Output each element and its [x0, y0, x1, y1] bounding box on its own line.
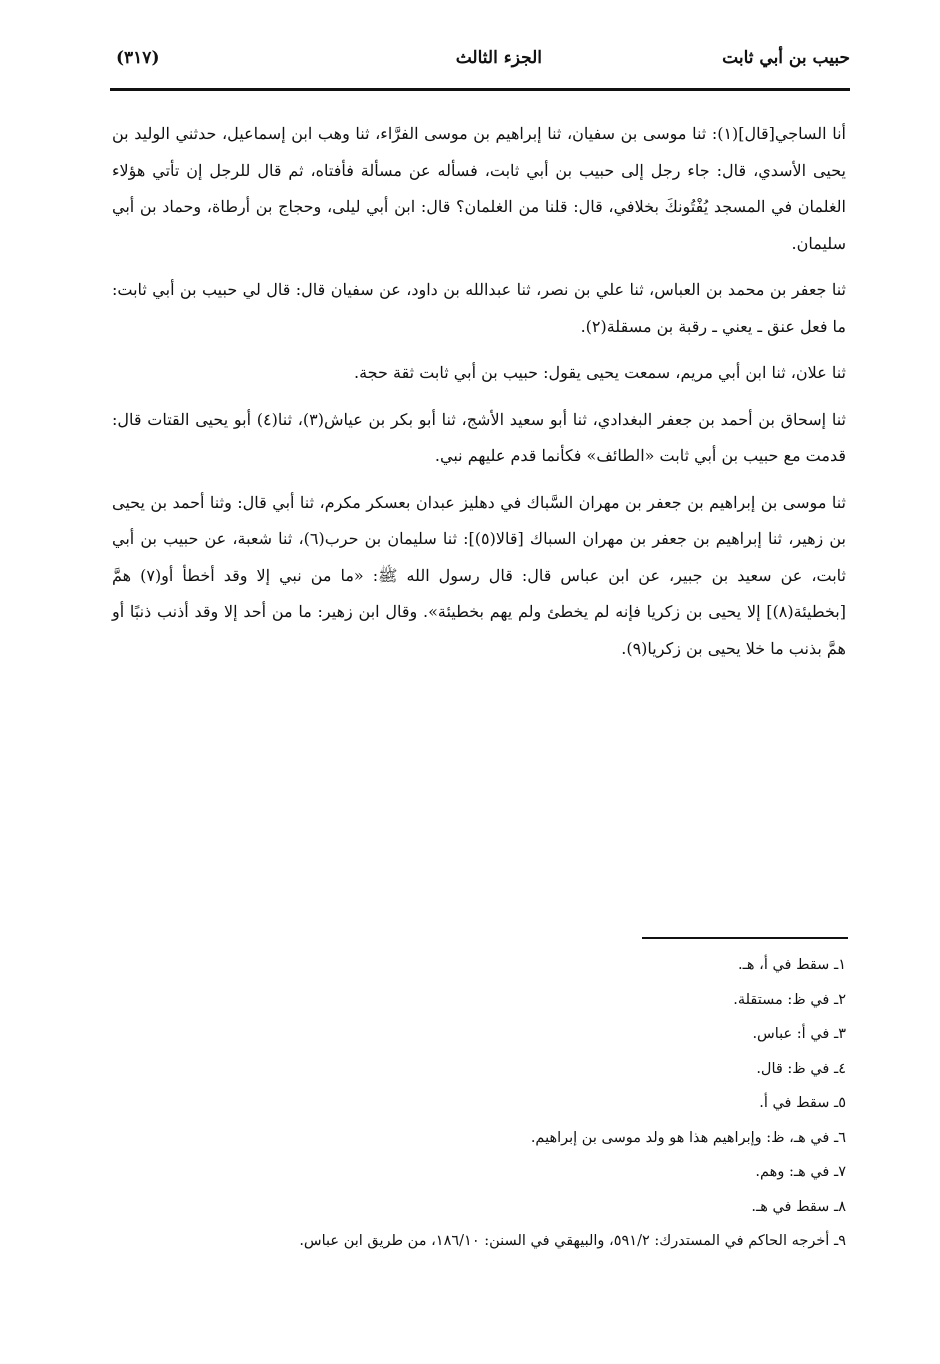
paragraph-1: أنا الساجي[قال](١): ثنا موسى بن سفيان، ثنا إبراهيم بن موسى الفرَّاء، ثنا وهب ابن إسماعيل، حدثني الوليد بن يحيى الأسدي، قال: جاء رجل إلى حبيب بن أبي ثابت، فسأله عن مسألة فأفتاه، ثم قال للرجل إن تأتي هؤلاء الغلمان في المسجد يُفْتُونكَ بخلافي، قال: قلنا من الغلمان؟ قال: ابن أبي ليلى، وحجاج بن أرطاة، وحماد بن أبي سليمان. [112, 124, 846, 253]
footnote-7: ٧ـ في هـ: وهم. [755, 1164, 846, 1180]
main-text [112, 116, 846, 677]
footnote-9: ٩ـ أخرجه الحاكم في المستدرك: ٥٩١/٢، والبيهقي في السنن: ١٨٦/١٠، من طريق ابن عباس. [299, 1233, 846, 1249]
footnote-2: ٢ـ في ظ: مستقلة. [733, 991, 846, 1008]
paragraph-5: ثنا موسى بن إبراهيم بن جعفر بن مهران السَّباك في دهليز عبدان بعسكر مكرم، ثنا أبي قال: وثنا أحمد بن يحيى بن زهير، ثنا إبراهيم بن جعفر بن مهران السباك [قالا(٥)]: ثنا سليمان بن حرب(٦)، ثنا شعبة، عن حبيب بن أبي ثابت، عن سعيد بن جبير، عن ابن عباس قال: قال رسول الله ﷺ: «ما من نبي إلا وقد أخطأ أو(٧) همَّ [بخطيئة(٨)] إلا يحيى بن زكريا فإنه لم يخطئ ولم يهم بخطيئة». وقال ابن زهير: ما من أحد إلا وقد أذنب ذنبًا أو همَّ بذنب ما خلا يحيى بن زكريا(٩). [112, 492, 847, 658]
header-rule [110, 88, 850, 91]
footnote-8: ٨ـ سقط في هـ. [751, 1198, 846, 1215]
footnote-rule [642, 937, 848, 939]
page-number: (٣١٧) [116, 48, 160, 68]
header-title: حبيب بن أبي ثابت [722, 48, 850, 68]
paragraph-4: ثنا إسحاق بن أحمد بن جعفر البغدادي، ثنا أبو سعيد الأشج، ثنا أبو بكر بن عياش(٣)، ثنا(٤) أبو يحيى القتات قال: قدمت مع حبيب بن أبي ثابت «الطائف» فكأنما قدم عليهم نبي. [112, 409, 847, 465]
paragraph-3: ثنا علان، ثنا ابن أبي مريم، سمعت يحيى يقول: حبيب بن أبي ثابت ثقة حجة. [354, 363, 846, 382]
footnotes [112, 948, 846, 1259]
paragraph-2: ثنا جعفر بن محمد بن العباس، ثنا علي بن نصر، ثنا عبدالله بن داود، عن سفيان قال: قال لي حبيب بن أبي ثابت: ما فعل عنق ـ يعني ـ رقبة بن مسقلة(٢). [112, 280, 846, 336]
footnote-4: ٤ـ في ظ: قال. [756, 1060, 846, 1077]
footnote-5: ٥ـ سقط في أ. [759, 1095, 846, 1111]
header-volume: الجزء الثالث [455, 48, 542, 68]
footnote-3: ٣ـ في أ: عباس. [752, 1026, 846, 1042]
running-header [110, 42, 850, 86]
footnote-6: ٦ـ في هـ، ظ: وإبراهيم هذا هو ولد موسى بن إبراهيم. [530, 1129, 846, 1146]
footnote-1: ١ـ سقط في أ، هـ. [738, 957, 846, 973]
